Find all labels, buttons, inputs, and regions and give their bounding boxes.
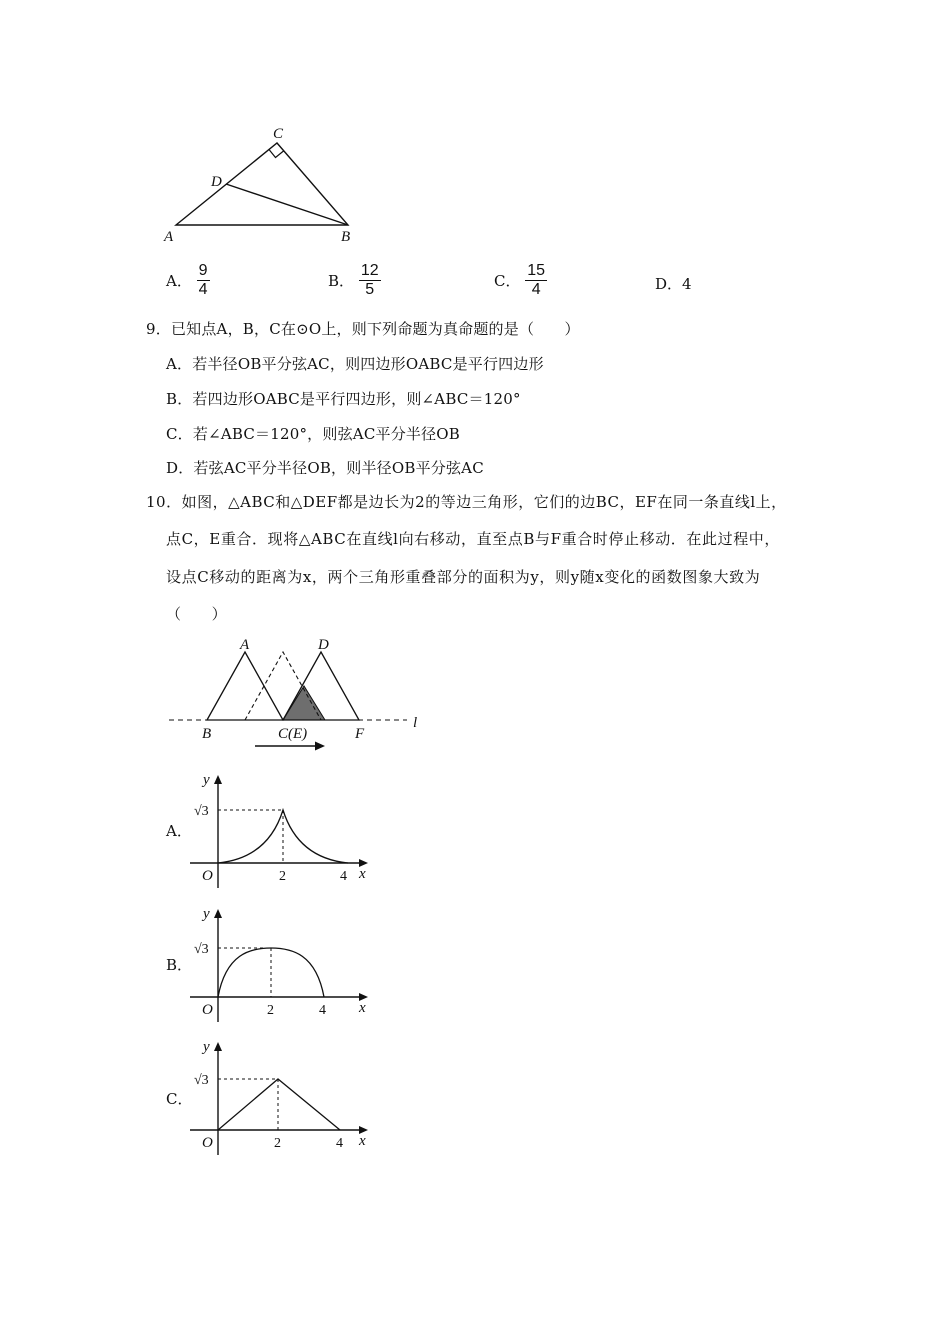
label-a: A xyxy=(240,637,250,653)
y-axis-arrow-icon xyxy=(214,1042,222,1051)
x-label: x xyxy=(359,866,366,882)
q10-stem-line-3: 设点C移动的距离为x，两个三角形重叠部分的面积为y，则y随x变化的函数图象大致为 xyxy=(166,568,761,586)
label-d: D xyxy=(211,174,222,190)
y-tick-sqrt3: √3 xyxy=(194,804,209,819)
q8-triangle-figure xyxy=(160,120,360,250)
label-a: A xyxy=(164,229,174,245)
x-label: x xyxy=(359,1133,366,1149)
q8-option-d[interactable] xyxy=(655,273,692,294)
triangle-abc xyxy=(207,652,283,720)
fraction xyxy=(197,262,210,299)
y-axis-arrow-icon xyxy=(214,775,222,784)
q8-option-b[interactable] xyxy=(328,262,381,299)
q10-stem-line-1: 10．如图，△ABC和△DEF都是边长为2的等边三角形，它们的边BC，EF在同一条直线l上， xyxy=(146,493,787,511)
y-axis-arrow-icon xyxy=(214,909,222,918)
tick-2: 2 xyxy=(274,1136,281,1151)
q10-triangles-figure xyxy=(165,632,435,762)
label-c: C xyxy=(273,126,284,142)
y-label: y xyxy=(203,1039,210,1055)
q10-graph-b[interactable] xyxy=(190,904,380,1022)
label-ce: C(E) xyxy=(278,726,308,742)
option-label: C． xyxy=(494,272,521,290)
fraction xyxy=(525,262,547,299)
label-d: D xyxy=(318,637,329,653)
label-b: B xyxy=(202,726,212,742)
numerator: 15 xyxy=(527,262,546,279)
q10-option-c-label[interactable]: C． xyxy=(166,1090,193,1108)
q10-graph-c[interactable] xyxy=(190,1037,380,1155)
y-tick-sqrt3: √3 xyxy=(194,1073,209,1088)
option-value: 4 xyxy=(682,275,692,293)
q10-option-a-label[interactable]: A． xyxy=(166,822,192,840)
arrow-head-icon xyxy=(315,742,325,751)
q10-stem-line-2: 点C，E重合．现将△ABC在直线l向右移动，直至点B与F重合时停止移动．在此过程中， xyxy=(166,530,781,548)
origin-label: O xyxy=(202,1002,213,1018)
q9-option-b[interactable]: B．若四边形OABC是平行四边形，则∠ABC＝120° xyxy=(166,390,521,408)
y-label: y xyxy=(203,772,210,788)
q10-stem-line-4: （ ） xyxy=(166,605,227,623)
y-label: y xyxy=(203,906,210,922)
x-label: x xyxy=(359,1000,366,1016)
origin-label: O xyxy=(202,1135,213,1151)
denominator: 4 xyxy=(531,281,541,298)
label-f: F xyxy=(355,726,365,742)
q9-option-c[interactable]: C．若∠ABC＝120°，则弦AC平分半径OB xyxy=(166,425,461,443)
numerator: 9 xyxy=(198,262,208,279)
q8-option-c[interactable] xyxy=(494,262,547,299)
option-label: D． xyxy=(655,275,683,293)
y-tick-sqrt3: √3 xyxy=(194,942,209,957)
triangle-abc xyxy=(176,143,348,225)
origin-label: O xyxy=(202,868,213,884)
fraction xyxy=(359,262,381,299)
tick-2: 2 xyxy=(267,1003,274,1018)
q9-stem: 9．已知点A，B，C在⊙O上，则下列命题为真命题的是（ ） xyxy=(146,320,580,338)
q9-option-a[interactable]: A．若半径OB平分弦AC，则四边形OABC是平行四边形 xyxy=(166,355,544,373)
function-curve xyxy=(218,1079,340,1130)
q10-option-b-label[interactable]: B． xyxy=(166,956,193,974)
right-angle-mark xyxy=(269,150,284,158)
option-label: A． xyxy=(166,272,192,290)
q10-graph-a[interactable] xyxy=(190,770,380,888)
tick-4: 4 xyxy=(319,1003,326,1018)
tick-2: 2 xyxy=(279,869,286,884)
numerator: 12 xyxy=(360,262,379,279)
denominator: 5 xyxy=(365,281,375,298)
tick-4: 4 xyxy=(340,869,347,884)
label-l: l xyxy=(413,715,418,731)
tick-4: 4 xyxy=(336,1136,343,1151)
q9-option-d[interactable]: D．若弦AC平分半径OB，则半径OB平分弦AC xyxy=(166,459,484,477)
denominator: 4 xyxy=(198,281,208,298)
option-label: B． xyxy=(328,272,355,290)
label-b: B xyxy=(341,229,351,245)
q8-option-a[interactable] xyxy=(166,262,210,299)
